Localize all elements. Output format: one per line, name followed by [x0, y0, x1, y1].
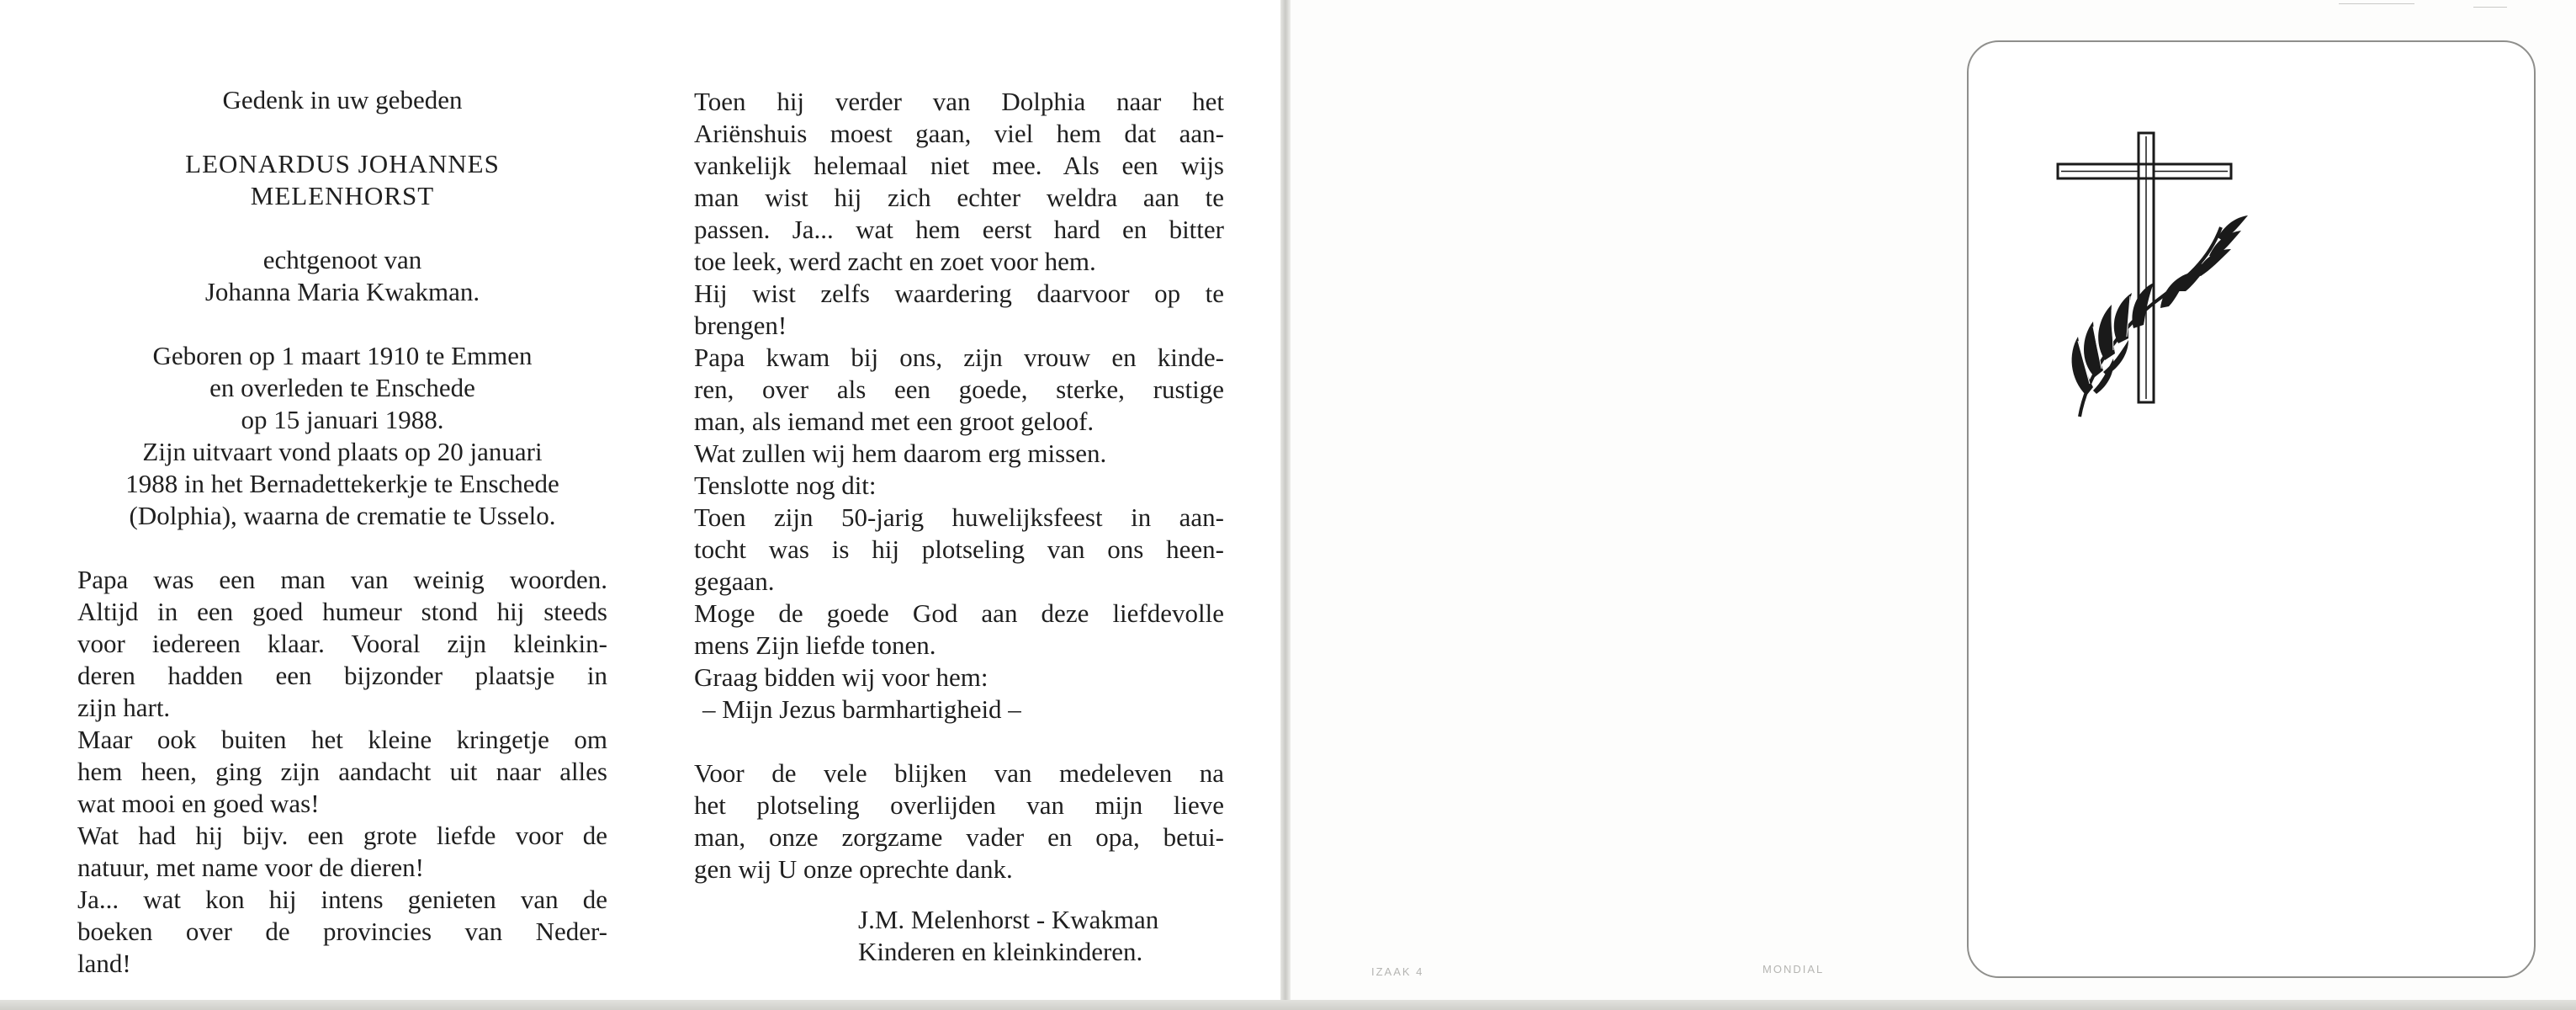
body-line: Wat zullen wij hem daarom erg missen. [694, 439, 1107, 468]
printer-mark: IZAAK 4 [1371, 965, 1424, 978]
body-line: deren hadden een bijzonder plaatsje in [77, 661, 607, 690]
prayer-line: – Mijn Jezus barmhartigheid – [702, 694, 1021, 724]
body-line: zijn hart. [77, 693, 171, 722]
thanks-line: man, onze zorgzame vader en opa, betui- [694, 822, 1224, 852]
printer-mark: MONDIAL [1762, 963, 1825, 975]
body-line: Toen hij verder van Dolphia naar het [694, 87, 1224, 116]
birth-line: Geboren op 1 maart 1910 te Emmen [152, 341, 533, 370]
body-line: passen. Ja... wat hem eerst hard en bitter [694, 215, 1224, 244]
paper-scuff [2339, 3, 2414, 4]
deceased-name-last: MELENHORST [250, 181, 435, 210]
body-line: brengen! [694, 311, 787, 340]
body-line: Tenslotte nog dit: [694, 470, 877, 500]
body-line: Graag bidden wij voor hem: [694, 662, 989, 692]
spouse-intro: echtgenoot van [262, 245, 422, 274]
body-line: boeken over de provincies van Neder- [77, 917, 607, 946]
birth-line: en overleden te Enschede [209, 373, 475, 402]
birth-line: op 15 januari 1988. [241, 405, 444, 434]
birth-line: 1988 in het Bernadettekerkje te Enschede [125, 469, 559, 498]
body-line: Ja... wat kon hij intens genieten van de [77, 885, 607, 914]
birth-line: Zijn uitvaart vond plaats op 20 januari [142, 437, 543, 466]
spouse-name: Johanna Maria Kwakman. [204, 277, 480, 306]
body-line: mens Zijn liefde tonen. [694, 630, 936, 660]
body-line: man, als iemand met een groot geloof. [694, 407, 1095, 436]
body-line: man wist hij zich echter weldra aan te [694, 183, 1224, 212]
body-line: voor iedereen klaar. Vooral zijn kleinkin- [77, 629, 607, 658]
body-line: Papa was een man van weinig woorden. [77, 565, 607, 594]
left-text-column [77, 84, 607, 980]
body-line: Altijd in een goed humeur stond hij steeds [77, 597, 607, 626]
body-line: hem heen, ging zijn aandacht uit naar alles [77, 757, 607, 786]
body-line: Papa kwam bij ons, zijn vrouw en kinde- [694, 343, 1224, 372]
thanks-line: gen wij U onze oprechte dank. [694, 854, 1013, 884]
body-line: Wat had hij bijv. een grote liefde voor de [77, 821, 607, 850]
body-line: natuur, met name voor de dieren! [77, 853, 424, 882]
signature-name: J.M. Melenhorst - Kwakman [858, 905, 1159, 934]
body-line: Maar ook buiten het kleine kringetje om [77, 725, 607, 754]
body-line: wat mooi en goed was! [77, 789, 320, 818]
body-line: ren, over als een goede, sterke, rustige [694, 375, 1224, 404]
deceased-name-first: LEONARDUS JOHANNES [185, 149, 500, 178]
birth-line: (Dolphia), waarna de crematie te Usselo. [129, 501, 556, 530]
card-bottom-edge [0, 1000, 2576, 1010]
body-line: land! [77, 949, 131, 978]
middle-text-column [694, 86, 1224, 968]
invocation-line: Gedenk in uw gebeden [222, 85, 463, 114]
body-line: toe leek, werd zacht en zoet voor hem. [694, 247, 1096, 276]
cross-with-palm-branch-icon [2053, 126, 2255, 429]
body-line: vankelijk helemaal niet mee. Als een wijs [694, 151, 1224, 180]
body-line: gegaan. [694, 566, 775, 596]
body-line: Toen zijn 50-jarig huwelijksfeest in aan- [694, 502, 1224, 532]
body-line: tocht was is hij plotseling van ons heen- [694, 534, 1224, 564]
thanks-line: het plotseling overlijden van mijn lieve [694, 790, 1224, 820]
signature-family: Kinderen en kleinkinderen. [858, 937, 1143, 966]
thanks-line: Voor de vele blijken van medeleven na [694, 758, 1224, 788]
body-line: Hij wist zelfs waardering daarvoor op te [694, 279, 1224, 308]
card-fold [1280, 0, 1291, 1007]
body-line: Moge de goede God aan deze liefdevolle [694, 598, 1224, 628]
paper-scuff [2473, 7, 2507, 8]
body-line: Ariënshuis moest gaan, viel hem dat aan- [694, 119, 1224, 148]
